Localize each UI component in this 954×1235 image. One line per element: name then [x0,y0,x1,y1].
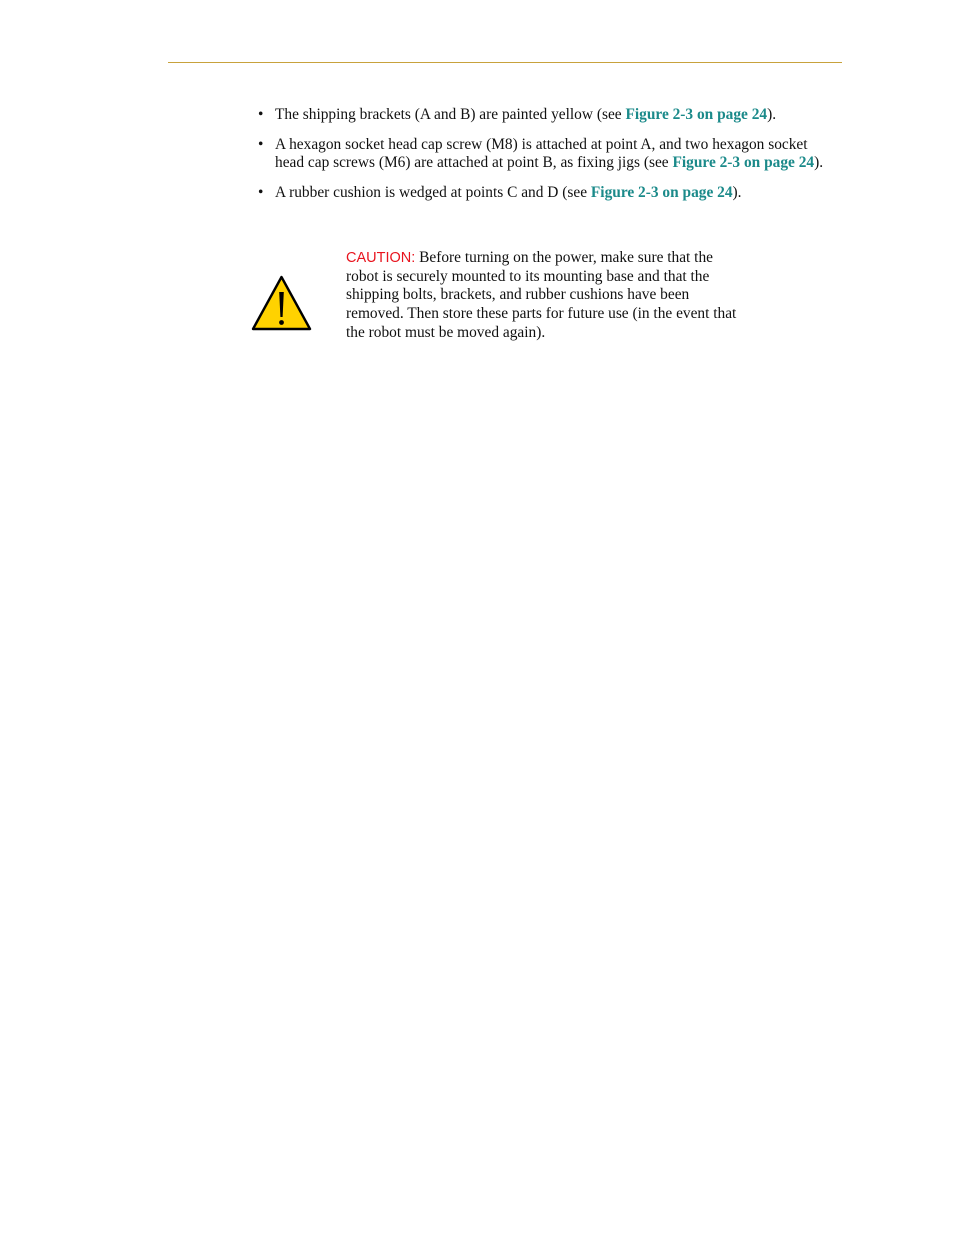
list-item [258,136,838,173]
bullet-text-end: ). [767,106,777,123]
bullet-text-end: ). [732,184,742,202]
bullet-text: A hexagon socket head cap screw (M8) is attached at point A, and two hexagon socket head cap screws (M6) are attached at point B, as fixing jigs (see [275,135,808,172]
figure-link[interactable]: Figure 2-3 on page 24 [590,184,733,202]
warning-triangle-icon [251,275,312,331]
bullet-text: A rubber cushion is wedged at points C and D (see [275,184,591,202]
figure-link[interactable]: Figure 2-3 on page 24 [625,106,768,123]
list-item [258,184,838,203]
bullet-dot: • [258,184,264,202]
bullet-text: The shipping brackets (A and B) are painted yellow (see [275,106,626,123]
bullet-dot: • [258,135,264,153]
bullet-list [258,106,838,214]
caution-body: Before turning on the power, make sure that the robot is securely mounted to its mounting base and that the shipping bolts, brackets, and rubber cushions have been removed. Then store these parts for future use (in the event that the robot must be moved again). [346,249,737,341]
bullet-text-end: ). [814,154,824,172]
header-rule [168,62,842,63]
caution-label: CAUTION: [346,250,416,266]
bullet-dot: • [258,106,264,123]
caution-note [346,249,746,343]
list-item [258,106,838,125]
figure-link[interactable]: Figure 2-3 on page 24 [672,154,815,172]
